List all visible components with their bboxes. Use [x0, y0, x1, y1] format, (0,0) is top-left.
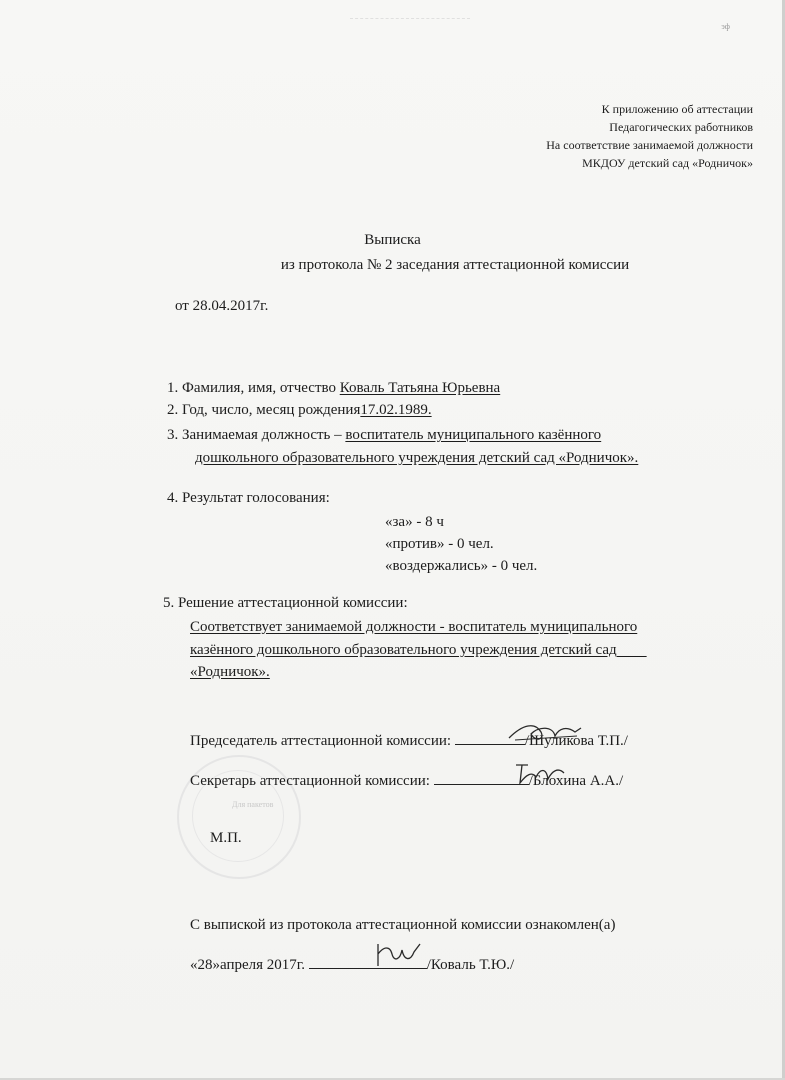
item-position [167, 425, 601, 445]
header-line-1: К приложению об аттестации [601, 102, 753, 116]
birth-label: 2. Год, число, месяц рождения [167, 402, 361, 418]
secretary-signature [510, 757, 570, 789]
decision-line-2-fill [617, 642, 647, 658]
item-birth [167, 400, 432, 420]
acquaint-name: /Коваль Т.Ю./ [426, 957, 515, 973]
secretary-label: Секретарь аттестационной комиссии: [190, 773, 434, 789]
chair-label: Председатель аттестационной комиссии: [190, 733, 455, 749]
chair-signature [505, 718, 585, 748]
stamp-text: Для пакетов [232, 800, 274, 809]
fio-label: 1. Фамилия, имя, отчество [167, 380, 340, 396]
vote-label: 4. Результат голосования: [167, 490, 330, 506]
decision-line-2: казённого дошкольного образовательного учреждения детский сад [190, 642, 617, 658]
secretary-name: /Блохина А.А./ [528, 773, 624, 789]
acquaint-signature [370, 938, 430, 972]
header-line-2: Педагогических работников [609, 120, 753, 134]
chair-name: /Шуликова Т.П./ [524, 733, 628, 749]
decision-line-2-wrap [190, 640, 647, 660]
vote-against: «против» - 0 чел. [385, 536, 494, 552]
protocol-date: от 28.04.2017г. [175, 298, 269, 314]
acquaint-sign-line [190, 954, 514, 975]
document-title: Выписка [364, 232, 421, 248]
position-label: 3. Занимаемая должность – [167, 427, 346, 443]
decision-label: 5. Решение аттестационной комиссии: [163, 595, 408, 611]
document-subtitle: из протокола № 2 заседания аттестационной комиссии [280, 257, 630, 273]
header-line-4: МКДОУ детский сад «Родничок» [582, 156, 753, 170]
corner-mark: эф [721, 22, 730, 31]
position-value-1: воспитатель муниципального казённого [345, 427, 602, 443]
acquaint-line: С выпиской из протокола аттестационной комиссии ознакомлен(а) [190, 917, 616, 933]
vote-abstain: «воздержались» - 0 чел. [385, 558, 538, 574]
position-value-2: дошкольного образовательного учреждения детский сад «Родничок». [195, 450, 639, 466]
fio-value: Коваль Татьяна Юрьевна [339, 380, 501, 396]
decision-line-1: Соответствует занимаемой должности - воспитатель муниципального [190, 619, 638, 635]
decision-line-3: «Родничок». [190, 664, 270, 680]
vote-for: «за» - 8 ч [385, 514, 444, 530]
faint-mark-top [350, 4, 470, 19]
birth-value: 17.02.1989. [360, 402, 432, 418]
seal-placeholder: М.П. [210, 830, 242, 846]
header-line-3: На соответствие занимаемой должности [546, 138, 753, 152]
item-fio [167, 378, 500, 398]
header-block [546, 100, 753, 172]
acquaint-date: «28»апреля 2017г. [190, 957, 309, 973]
